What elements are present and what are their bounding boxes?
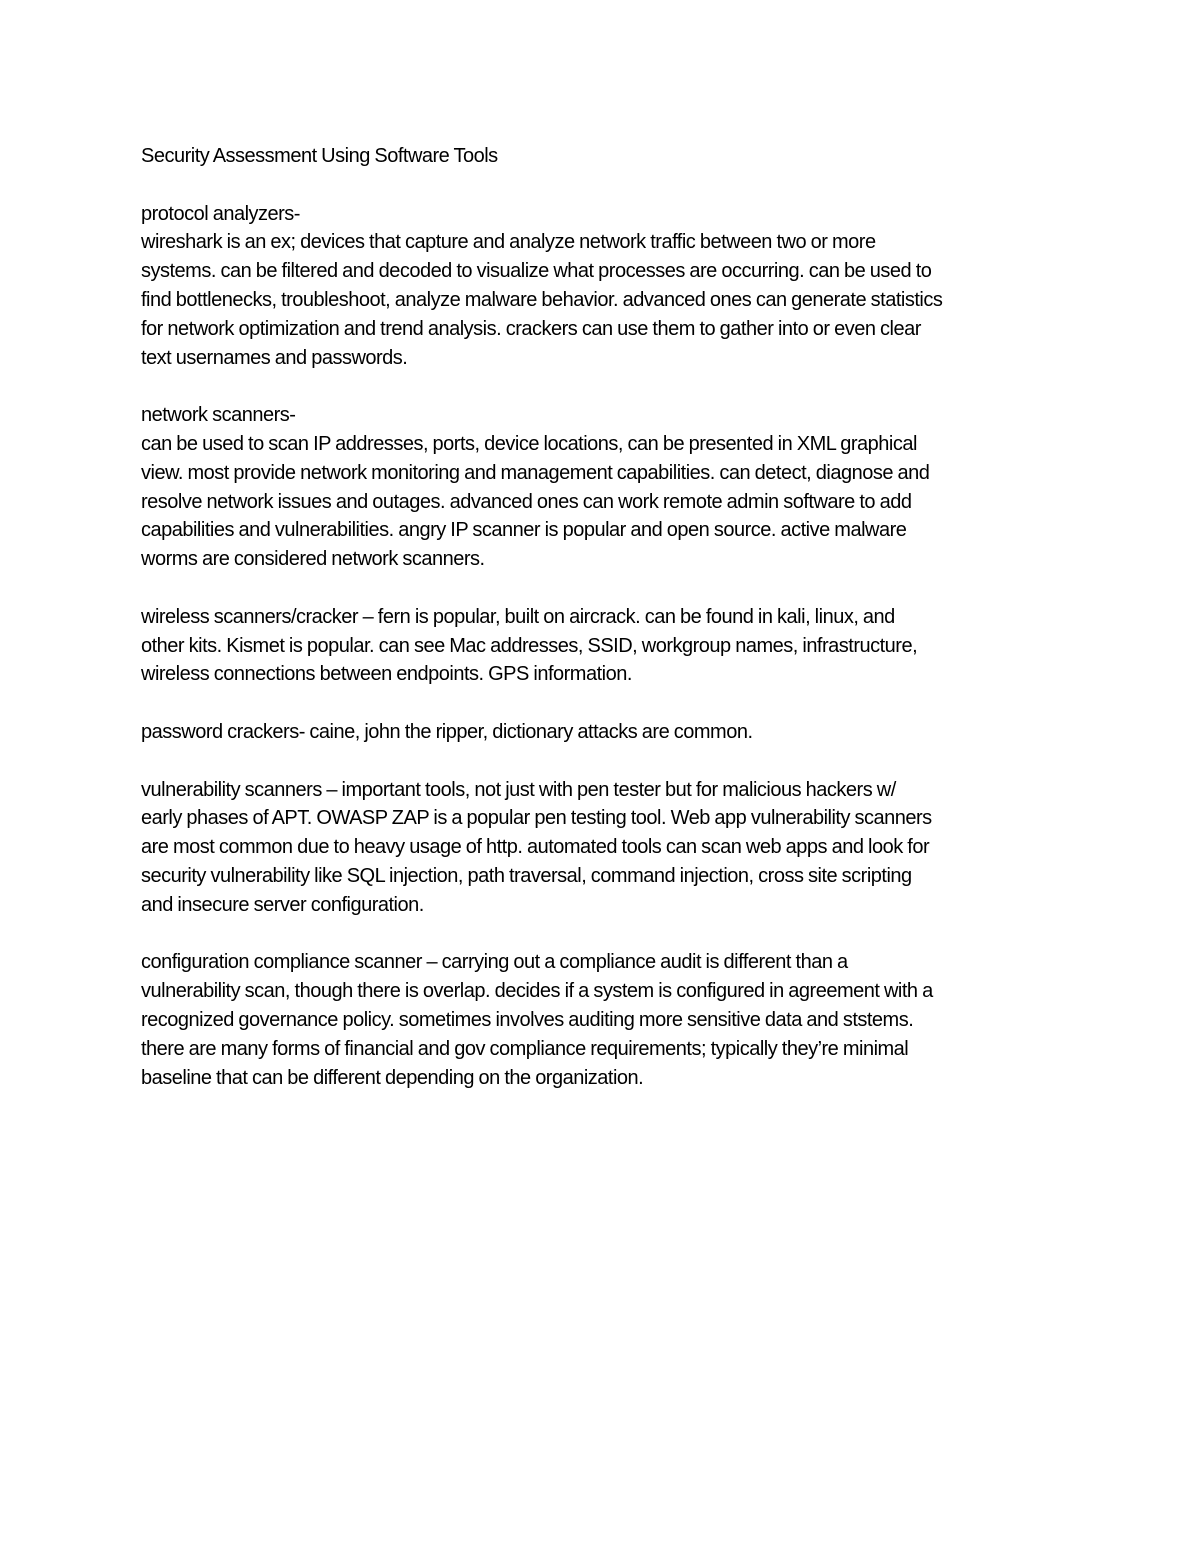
paragraph-gap: [141, 171, 1071, 200]
network-scanners-line: capabilities and vulnerabilities. angry IP scanner is popular and open source. active malware: [141, 519, 907, 542]
protocol-analyzers-line: for network optimization and trend analysis. crackers can use them to gather into or even clear: [141, 317, 921, 340]
compliance-scanner-line: there are many forms of financial and gov compliance requirements; typically they’re minimal: [141, 1037, 909, 1060]
wireless-scanners-line: wireless scanners/cracker – fern is popular, built on aircrack. can be found in kali, linux, and: [141, 605, 895, 628]
protocol-analyzers-line: systems. can be filtered and decoded to visualize what processes are occurring. can be used to: [141, 260, 932, 283]
compliance-scanner-line: recognized governance policy. sometimes involves auditing more sensitive data and ststems.: [141, 1008, 914, 1031]
paragraph-gap: [141, 372, 1071, 401]
document-title: Security Assessment Using Software Tools: [141, 145, 498, 167]
vulnerability-scanners-line: early phases of APT. OWASP ZAP is a popular pen testing tool. Web app vulnerability scanners: [141, 807, 932, 830]
network-scanners-line: worms are considered network scanners.: [141, 548, 485, 571]
compliance-scanner-line: configuration compliance scanner – carrying out a compliance audit is different than a: [141, 951, 848, 974]
section-heading-protocol-analyzers: protocol analyzers-: [141, 202, 300, 225]
protocol-analyzers-line: wireshark is an ex; devices that capture and analyze network traffic between two or more: [141, 231, 876, 254]
paragraph-gap: [141, 689, 1071, 718]
wireless-scanners-line: other kits. Kismet is popular. can see Mac addresses, SSID, workgroup names, infrastructure,: [141, 634, 918, 657]
password-crackers-line: password crackers- caine, john the ripper, dictionary attacks are common.: [141, 720, 753, 743]
paragraph-gap: [141, 574, 1071, 603]
vulnerability-scanners-line: security vulnerability like SQL injection, path traversal, command injection, cross site scripting: [141, 864, 912, 887]
document-body: [141, 142, 1071, 1092]
network-scanners-line: can be used to scan IP addresses, ports, device locations, can be presented in XML graphical: [141, 432, 917, 455]
vulnerability-scanners-line: are most common due to heavy usage of http. automated tools can scan web apps and look for: [141, 836, 930, 859]
compliance-scanner-line: vulnerability scan, though there is overlap. decides if a system is configured in agreement with a: [141, 980, 933, 1003]
protocol-analyzers-line: text usernames and passwords.: [141, 346, 408, 369]
network-scanners-line: resolve network issues and outages. advanced ones can work remote admin software to add: [141, 490, 912, 513]
section-heading-network-scanners: network scanners-: [141, 404, 296, 427]
paragraph-gap: [141, 747, 1071, 776]
paragraph-gap: [141, 920, 1071, 949]
vulnerability-scanners-line: and insecure server configuration.: [141, 893, 424, 916]
compliance-scanner-line: baseline that can be different depending on the organization.: [141, 1066, 644, 1089]
protocol-analyzers-line: find bottlenecks, troubleshoot, analyze malware behavior. advanced ones can generate statistics: [141, 288, 943, 311]
network-scanners-line: view. most provide network monitoring and management capabilities. can detect, diagnose and: [141, 461, 930, 484]
wireless-scanners-line: wireless connections between endpoints. GPS information.: [141, 663, 632, 686]
vulnerability-scanners-line: vulnerability scanners – important tools, not just with pen tester but for malicious hackers w/: [141, 778, 896, 801]
